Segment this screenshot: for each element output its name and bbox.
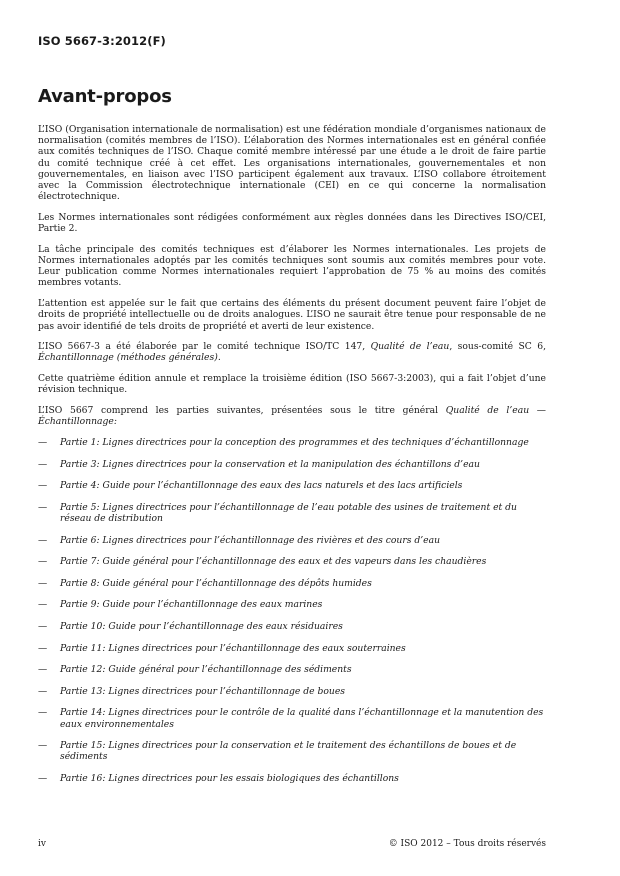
subcommittee-text: , sous-comité SC 6, (449, 341, 546, 353)
period: . (217, 352, 221, 364)
dash-bullet: — (38, 664, 48, 676)
list-item: — Partie 13: Lignes directrices pour l’échantillonnage de boues (38, 685, 345, 697)
general-title: Qualité de l’eau — Échantillonnage: (38, 405, 546, 428)
list-item: — Partie 9: Guide pour l’échantillonnage des eaux marines (38, 599, 323, 611)
dash-bullet: — (38, 599, 48, 611)
list-item: — Partie 11: Lignes directrices pour l’échantillonnage des eaux souterraines (38, 642, 406, 654)
list-item: — Partie 8: Guide général pour l’échantillonnage des dépôts humides (38, 577, 372, 589)
foreword-body (38, 124, 546, 794)
list-item: — Partie 5: Lignes directrices pour l’échantillonnage de l’eau potable des usines de traitement et du réseau de distribution (38, 501, 517, 524)
paragraph-patent-rights: L’attention est appelée sur le fait que certains des éléments du présent document peuvent faire l’objet de droits de propriété intellectuelle ou de droits analogues. L’ISO ne saurait être tenue pour responsable de ne pas avoir identifié de tels droits de propriété et averti de leur existence. (38, 298, 546, 332)
dash-bullet: — (38, 577, 48, 589)
dash-bullet: — (38, 458, 48, 470)
paragraph-technical-committees: La tâche principale des comités techniques est d’élaborer les Normes internationales. Les projets de Normes internationales adoptés par les comités techniques sont soumis aux comités membres pour vote. Leur publication comme Normes internationales requiert l’approbation de 75 % au moins des comités membres votants. (38, 243, 546, 289)
list-item: — Partie 14: Lignes directrices pour le contrôle de la qualité dans l’échantillonnage et la manutention des eaux environnementales (38, 707, 544, 730)
dash-bullet: — (38, 685, 48, 697)
list-item: — Partie 6: Lignes directrices pour l’échantillonnage des rivières et des cours d’eau (38, 534, 440, 546)
dash-bullet: — (38, 480, 48, 492)
dash-bullet: — (38, 534, 48, 546)
list-item: — Partie 10: Guide pour l’échantillonnage des eaux résiduaires (38, 620, 343, 632)
paragraph-iso-organisation: L’ISO (Organisation internationale de normalisation) est une fédération mondiale d’organismes nationaux de normalisation (comités membres de l’ISO). L’élaboration des Normes internationales est en général confiée aux comités techniques de l’ISO. Chaque comité membre intéressé par une étude a le droit de faire partie du comité technique créé à cet effet. Les organisations internationales, gouvernementales et non gouvernementales, en liaison avec l’ISO participent également aux travaux. L’ISO collabore étroitement avec la Commission électrotechnique internationale (CEI) en ce qui concerne la normalisation électrotechnique. (38, 124, 546, 203)
dash-bullet: — (38, 740, 48, 752)
dash-bullet: — (38, 556, 48, 568)
document-id-header: ISO 5667-3:2012(F) (38, 34, 166, 48)
dash-bullet: — (38, 501, 48, 513)
dash-bullet: — (38, 642, 48, 654)
paragraph-parts-intro (38, 405, 546, 427)
dash-bullet: — (38, 772, 48, 784)
paragraph-prepared-by (38, 341, 546, 363)
page-title: Avant-propos (38, 86, 172, 107)
list-item: — Partie 7: Guide général pour l’échantillonnage des eaux et des vapeurs dans les chaudières (38, 556, 487, 568)
list-item: — Partie 15: Lignes directrices pour la conservation et le traitement des échantillons de boues et de sédiments (38, 740, 517, 763)
dash-bullet: — (38, 436, 48, 448)
paragraph-edition: Cette quatrième édition annule et remplace la troisième édition (ISO 5667-3:2003), qui a fait l’objet d’une révision technique. (38, 373, 546, 396)
dash-bullet: — (38, 707, 48, 719)
list-item: — Partie 3: Lignes directrices pour la conservation et la manipulation des échantillons d’eau (38, 458, 480, 470)
list-item: — Partie 4: Guide pour l’échantillonnage des eaux des lacs naturels et des lacs artificiels (38, 480, 463, 492)
paragraph-drafting-rules: Les Normes internationales sont rédigées conformément aux règles données dans les Directives ISO/CEI, Partie 2. (38, 211, 546, 235)
dash-bullet: — (38, 620, 48, 632)
prepared-by-text: L’ISO 5667-3 a été élaborée par le comité technique ISO/TC 147, (38, 341, 371, 353)
list-item: — Partie 1: Lignes directrices pour la conception des programmes et des techniques d’échantillonnage (38, 436, 529, 448)
copyright-notice: © ISO 2012 – Tous droits réservés (388, 839, 546, 849)
parts-list (38, 437, 546, 784)
page-number: iv (38, 839, 46, 849)
list-item: — Partie 12: Guide général pour l’échantillonnage des sédiments (38, 664, 352, 676)
committee-title: Qualité de l’eau (370, 341, 450, 353)
list-item: — Partie 16: Lignes directrices pour les essais biologiques des échantillons (38, 772, 399, 784)
parts-intro-text: L’ISO 5667 comprend les parties suivantes, présentées sous le titre général (38, 405, 446, 417)
subcommittee-title: Échantillonnage (méthodes générales) (38, 352, 218, 364)
